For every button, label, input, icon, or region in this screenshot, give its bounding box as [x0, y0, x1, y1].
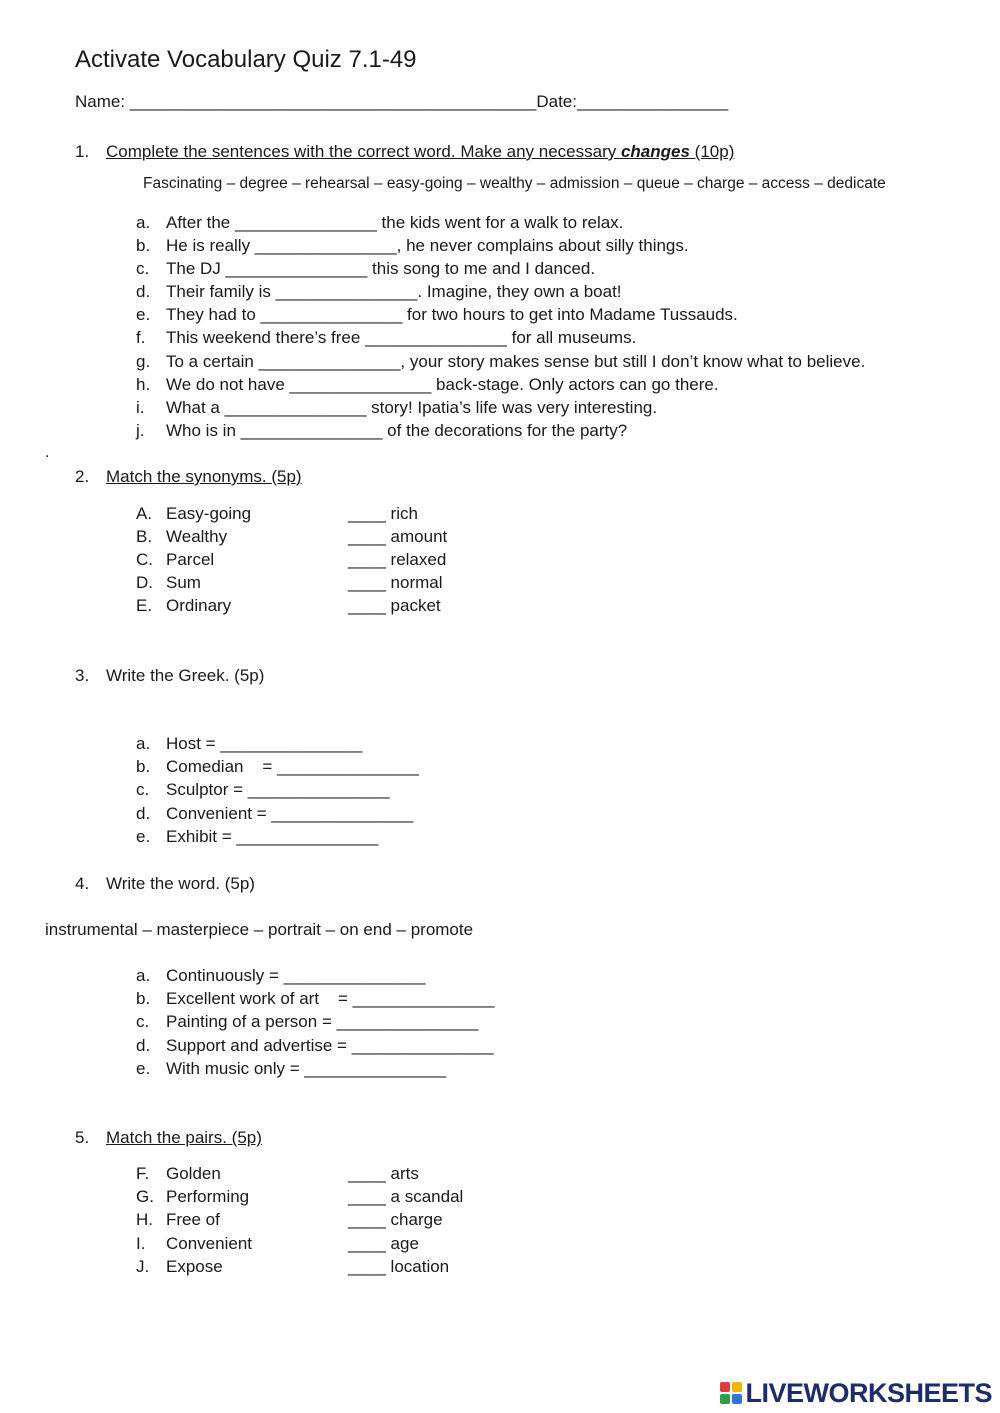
name-date-line: Name: ___________________________________________Date:________________ — [75, 92, 729, 111]
item-text[interactable]: With music only = _______________ — [166, 1059, 447, 1078]
item-match[interactable]: ____ amount — [348, 527, 448, 546]
liveworksheets-logo[interactable] — [720, 1378, 992, 1408]
item-letter: c. — [136, 780, 150, 799]
item-match[interactable]: ____ charge — [348, 1210, 443, 1229]
item-letter: d. — [136, 282, 151, 301]
item-text[interactable]: They had to _______________ for two hours to get into Madame Tussauds. — [166, 305, 738, 324]
item-term: Golden — [166, 1164, 221, 1183]
q1-instruction-pre: Complete the sentences with the correct word. Make any necessary — [106, 142, 621, 161]
item-letter: D. — [136, 573, 153, 592]
q1-instruction-post: (10p) — [689, 142, 735, 161]
item-letter: b. — [136, 989, 151, 1008]
item-text[interactable]: He is really _______________, he never complains about silly things. — [166, 236, 689, 255]
item-text[interactable]: Exhibit = _______________ — [166, 827, 379, 846]
item-letter: g. — [136, 352, 151, 371]
item-text[interactable]: Support and advertise = _______________ — [166, 1036, 494, 1055]
logo-square-yellow — [732, 1382, 742, 1392]
item-match[interactable]: ____ arts — [348, 1164, 419, 1183]
item-letter: H. — [136, 1210, 153, 1229]
item-letter: J. — [136, 1257, 150, 1276]
item-letter: e. — [136, 305, 151, 324]
item-text[interactable]: We do not have _______________ back-stage. Only actors can go there. — [166, 375, 719, 394]
item-text[interactable]: Host = _______________ — [166, 734, 363, 753]
liveworksheets-logo-icon — [720, 1382, 742, 1404]
item-term: Performing — [166, 1187, 250, 1206]
item-match[interactable]: ____ age — [348, 1234, 419, 1253]
item-letter: a. — [136, 213, 151, 232]
q5-instruction: Match the pairs. (5p) — [106, 1128, 262, 1147]
item-letter: h. — [136, 375, 151, 394]
item-term: Ordinary — [166, 596, 232, 615]
q1-instruction-emph: changes — [620, 142, 690, 161]
item-term: Wealthy — [166, 527, 228, 546]
item-letter: B. — [136, 527, 153, 546]
item-text[interactable]: The DJ _______________ this song to me and I danced. — [166, 259, 596, 278]
item-letter: b. — [136, 236, 151, 255]
q1-heading — [0, 142, 1000, 164]
item-text[interactable]: Who is in _______________ of the decorations for the party? — [166, 421, 628, 440]
item-term: Free of — [166, 1210, 220, 1229]
q1-word-bank: Fascinating – degree – rehearsal – easy-going – wealthy – admission – queue – charge – access – dedicate — [143, 175, 886, 192]
item-letter: c. — [136, 1012, 150, 1031]
item-text[interactable]: Continuously = _______________ — [166, 966, 426, 985]
q2-heading — [0, 467, 1000, 489]
item-text[interactable]: Sculptor = _______________ — [166, 780, 390, 799]
q1-number: 1. — [75, 142, 90, 161]
item-term: Convenient — [166, 1234, 253, 1253]
item-letter: d. — [136, 1036, 151, 1055]
item-text[interactable]: After the _______________ the kids went for a walk to relax. — [166, 213, 624, 232]
item-letter: I. — [136, 1234, 146, 1253]
item-text[interactable]: Excellent work of art = _______________ — [166, 989, 495, 1008]
logo-square-red — [720, 1382, 730, 1392]
q4-heading — [0, 874, 1000, 896]
item-match[interactable]: ____ normal — [348, 573, 443, 592]
item-text[interactable]: To a certain _______________, your story makes sense but still I don’t know what to believe. — [166, 352, 866, 371]
item-match[interactable]: ____ relaxed — [348, 550, 447, 569]
item-text[interactable]: Convenient = _______________ — [166, 804, 414, 823]
item-letter: C. — [136, 550, 153, 569]
item-letter: A. — [136, 504, 153, 523]
q5-number: 5. — [75, 1128, 90, 1147]
item-text[interactable]: Painting of a person = _______________ — [166, 1012, 479, 1031]
item-letter: j. — [136, 421, 145, 440]
item-match[interactable]: ____ rich — [348, 504, 418, 523]
item-text[interactable]: This weekend there’s free _______________ for all museums. — [166, 328, 637, 347]
item-letter: i. — [136, 398, 145, 417]
item-letter: d. — [136, 804, 151, 823]
item-letter: e. — [136, 827, 151, 846]
q2-number: 2. — [75, 467, 90, 486]
stray-dot: . — [45, 444, 50, 461]
item-match[interactable]: ____ a scandal — [348, 1187, 464, 1206]
item-match[interactable]: ____ packet — [348, 596, 441, 615]
q3-heading — [0, 666, 1000, 688]
item-term: Sum — [166, 573, 201, 592]
q5-heading — [0, 1128, 1000, 1150]
item-term: Expose — [166, 1257, 223, 1276]
q2-instruction: Match the synonyms. (5p) — [106, 467, 302, 486]
q1-instruction — [106, 142, 734, 162]
item-letter: c. — [136, 259, 150, 278]
item-letter: E. — [136, 596, 153, 615]
item-letter: G. — [136, 1187, 154, 1206]
item-letter: f. — [136, 328, 146, 347]
item-text[interactable]: What a _______________ story! Ipatia’s life was very interesting. — [166, 398, 658, 417]
item-letter: F. — [136, 1164, 150, 1183]
q3-instruction: Write the Greek. (5p) — [106, 666, 265, 685]
item-letter: e. — [136, 1059, 151, 1078]
q4-word-bank: instrumental – masterpiece – portrait – on end – promote — [45, 920, 474, 939]
item-term: Easy-going — [166, 504, 252, 523]
item-text[interactable]: Their family is _______________. Imagine, they own a boat! — [166, 282, 622, 301]
q4-instruction: Write the word. (5p) — [106, 874, 255, 893]
item-letter: a. — [136, 734, 151, 753]
logo-square-green — [720, 1394, 730, 1404]
item-term: Parcel — [166, 550, 215, 569]
q4-number: 4. — [75, 874, 90, 893]
logo-square-blue — [732, 1394, 742, 1404]
item-letter: a. — [136, 966, 151, 985]
q3-number: 3. — [75, 666, 90, 685]
page-title: Activate Vocabulary Quiz 7.1-49 — [75, 46, 417, 73]
item-match[interactable]: ____ location — [348, 1257, 450, 1276]
item-text[interactable]: Comedian = _______________ — [166, 757, 419, 776]
logo-text: LIVEWORKSHEETS — [745, 1377, 992, 1408]
item-letter: b. — [136, 757, 151, 776]
